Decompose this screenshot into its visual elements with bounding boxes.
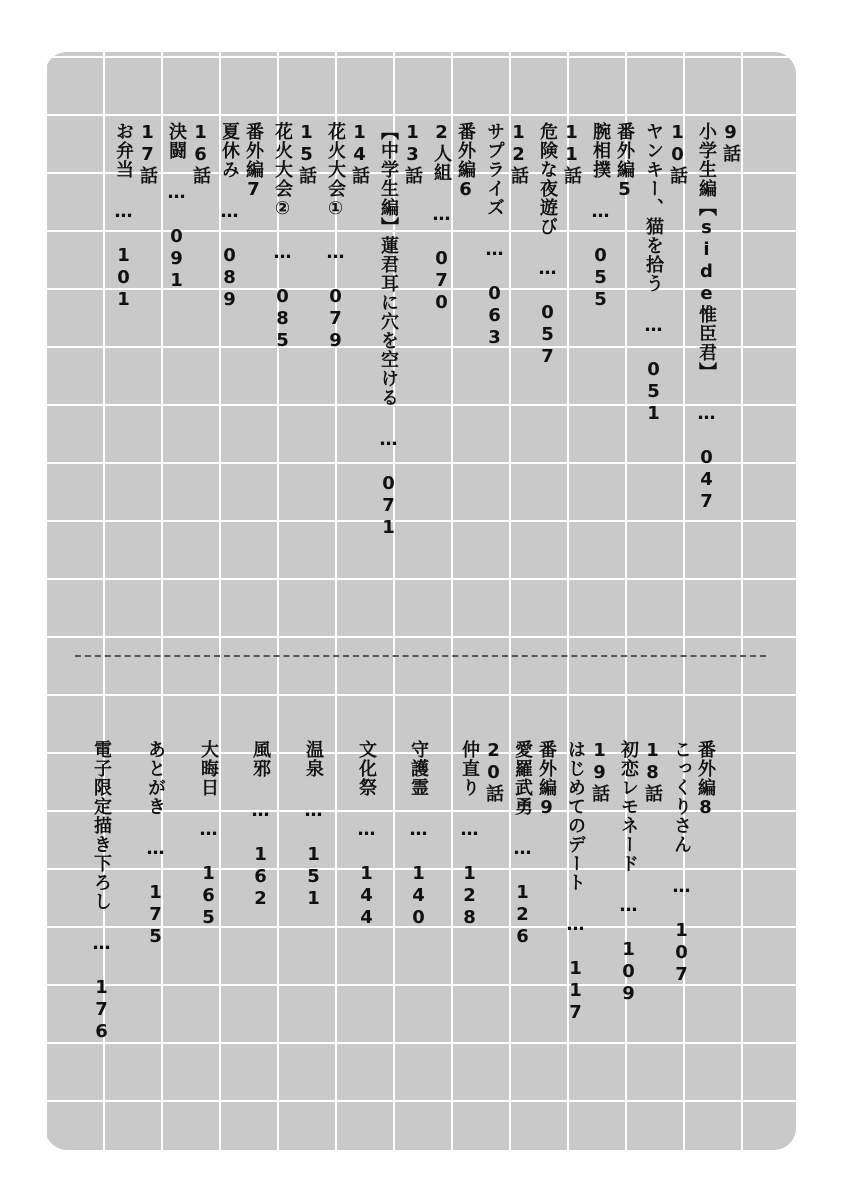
chapter-number: 19話 — [589, 740, 610, 803]
toc-entry — [589, 122, 635, 311]
toc-entry — [271, 122, 317, 352]
chapter-title: 大晦日 … 165 — [198, 740, 219, 929]
chapter-number: 番外編8 — [695, 740, 716, 819]
toc-entry — [483, 122, 529, 349]
toc-entry — [617, 740, 663, 1005]
chapter-title: サプライズ … 063 — [484, 122, 505, 349]
chapter-number: 10話 — [667, 122, 688, 185]
chapter-title: 夏休み … 089 — [219, 122, 240, 311]
chapter-number: 12話 — [508, 122, 529, 185]
chapter-title: 愛羅武勇 … 126 — [512, 740, 533, 948]
chapter-number: 13話 — [402, 122, 423, 185]
toc-entry — [407, 740, 431, 929]
toc-entry — [511, 740, 557, 948]
section-divider — [75, 655, 766, 657]
chapter-title: 小学生編【side惟臣君】 … 047 — [696, 122, 717, 513]
chapter-title: 【中学生編】蓮君耳に穴を空ける … 071 — [378, 122, 399, 539]
toc-entry — [695, 122, 741, 513]
chapter-number: 20話 — [483, 740, 504, 803]
chapter-title: 風邪 … 162 — [250, 740, 271, 910]
chapter-title: 仲直り … 128 — [459, 740, 480, 929]
chapter-title: こっくりさん … 107 — [671, 740, 692, 986]
toc-entry — [642, 122, 688, 425]
chapter-title: 守護霊 … 140 — [408, 740, 429, 929]
chapter-title: あとがき … 175 — [145, 740, 166, 948]
chapter-title: 電子限定描き下ろし … 176 — [91, 740, 112, 1043]
chapter-title: はじめてのデート … 117 — [565, 740, 586, 1024]
chapter-title: 文化祭 … 144 — [356, 740, 377, 929]
toc-entry — [90, 740, 114, 1043]
chapter-title: 花火大会② … 085 — [272, 122, 293, 352]
toc-entry — [249, 740, 273, 910]
toc-entry — [197, 740, 221, 929]
chapter-number: 11話 — [561, 122, 582, 185]
chapter-number: 番外編7 — [243, 122, 264, 201]
chapter-number: 番外編6 — [455, 122, 476, 201]
toc-entry — [458, 740, 504, 929]
chapter-number: 16話 — [190, 122, 211, 185]
chapter-number: 番外編9 — [536, 740, 557, 819]
toc-entry — [112, 122, 158, 311]
chapter-title: 腕相撲 … 055 — [590, 122, 611, 311]
chapter-title: 決闘 … 091 — [166, 122, 187, 292]
chapter-title: お弁当 … 101 — [113, 122, 134, 311]
chapter-number: 番外編5 — [614, 122, 635, 201]
chapter-title: 初恋レモネード … 109 — [618, 740, 639, 1005]
chapter-title: 花火大会① … 079 — [325, 122, 346, 352]
chapter-number: 17話 — [137, 122, 158, 185]
chapter-number: 15話 — [296, 122, 317, 185]
chapter-title: 危険な夜遊び … 057 — [537, 122, 558, 368]
chapter-title: 温泉 … 151 — [303, 740, 324, 910]
toc-entry — [302, 740, 326, 910]
toc-entry — [144, 740, 168, 948]
toc-entry — [377, 122, 423, 539]
toc-entry — [670, 740, 716, 986]
toc-entry — [218, 122, 264, 311]
chapter-title: ヤンキー、猫を拾う … 051 — [643, 122, 664, 425]
chapter-number: 18話 — [642, 740, 663, 803]
toc-entry — [165, 122, 211, 292]
toc-entry — [324, 122, 370, 352]
chapter-number: 14話 — [349, 122, 370, 185]
toc-entry — [536, 122, 582, 368]
toc-panel — [45, 52, 796, 1150]
chapter-title: 2人組 … 070 — [431, 122, 452, 314]
toc-entry — [430, 122, 476, 314]
toc-entry — [564, 740, 610, 1024]
chapter-number: 9話 — [720, 122, 741, 163]
toc-entry — [355, 740, 379, 929]
